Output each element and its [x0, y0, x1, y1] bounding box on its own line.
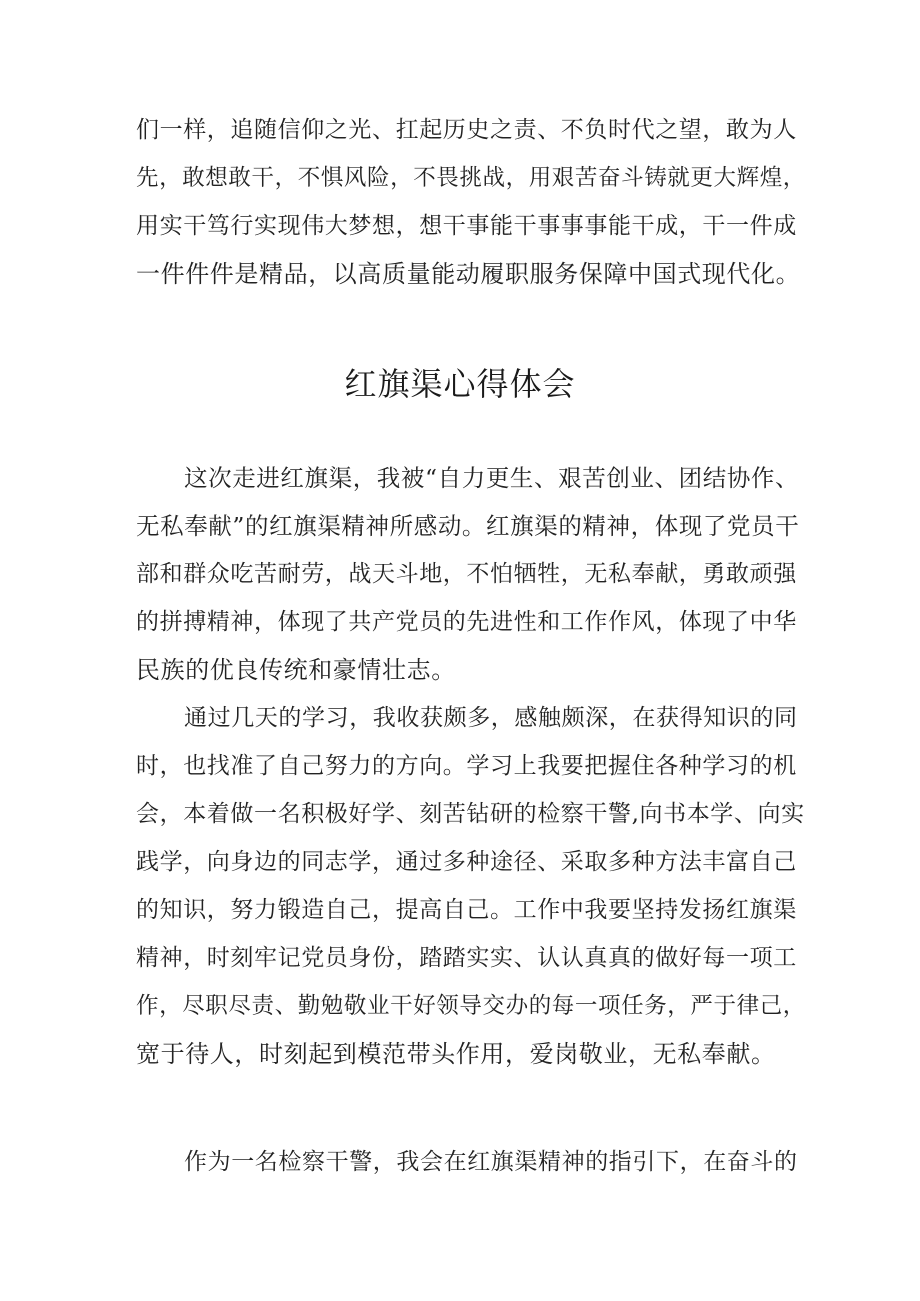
paragraph1-line-2: 无私奉献”的红旗渠精神所感动。红旗渠的精神，体现了党员干: [136, 512, 800, 540]
paragraph2-line-7: 作，尽职尽责、勤勉敬业干好领导交办的每一项任务，严于律己，: [136, 993, 806, 1019]
paragraph2-line-6: 精神，时刻牢记党员身份，踏踏实实、认认真真的做好每一项工: [136, 945, 797, 971]
paragraph2-line-3: 会，本着做一名积极好学、刻苦钻研的检察干警,向书本学、向实: [136, 801, 805, 827]
paragraph3-line-1: 作为一名检察干警，我会在红旗渠精神的指引下，在奋斗的: [184, 1149, 798, 1175]
paragraph1-line-1: 这次走进红旗渠，我被“自力更生、艰苦创业、团结协作、: [184, 464, 800, 492]
paragraph1-line-4: 的拼搏精神，体现了共产党员的先进性和工作作风，体现了中华: [136, 609, 797, 635]
paragraph2-line-8: 宽于待人，时刻起到模范带头作用，爱岗敬业，无私奉献。: [136, 1040, 776, 1068]
top-paragraph-line-2: 先，敢想敢干，不惧风险，不畏挑战，用艰苦奋斗铸就更大辉煌，: [136, 165, 806, 191]
section-title: 红旗渠心得体会: [344, 365, 576, 403]
top-paragraph-line-3: 用实干笃行实现伟大梦想，想干事能干事事事能干成，干一件成: [136, 213, 797, 239]
paragraph1-line-5: 民族的优良传统和豪情壮志。: [136, 656, 456, 684]
paragraph2-line-2: 时，也找准了自己努力的方向。学习上我要把握住各种学习的机: [136, 753, 797, 779]
paragraph1-line-3: 部和群众吃苦耐劳，战天斗地，不怕牺牲，无私奉献，勇敢顽强: [136, 561, 797, 587]
paragraph2-line-5: 的知识，努力锻造自己，提高自己。工作中我要坚持发扬红旗渠: [136, 897, 797, 923]
top-paragraph-line-4: 一件件件是精品，以高质量能动履职服务保障中国式现代化。: [136, 260, 801, 288]
paragraph2-line-1: 通过几天的学习，我收获颇多，感触颇深，在获得知识的同: [184, 705, 798, 731]
paragraph2-line-4: 践学，向身边的同志学，通过多种途径、采取多种方法丰富自己: [136, 849, 797, 875]
top-paragraph-line-1: 们一样，追随信仰之光、扛起历史之责、不负时代之望，敢为人: [136, 117, 797, 143]
